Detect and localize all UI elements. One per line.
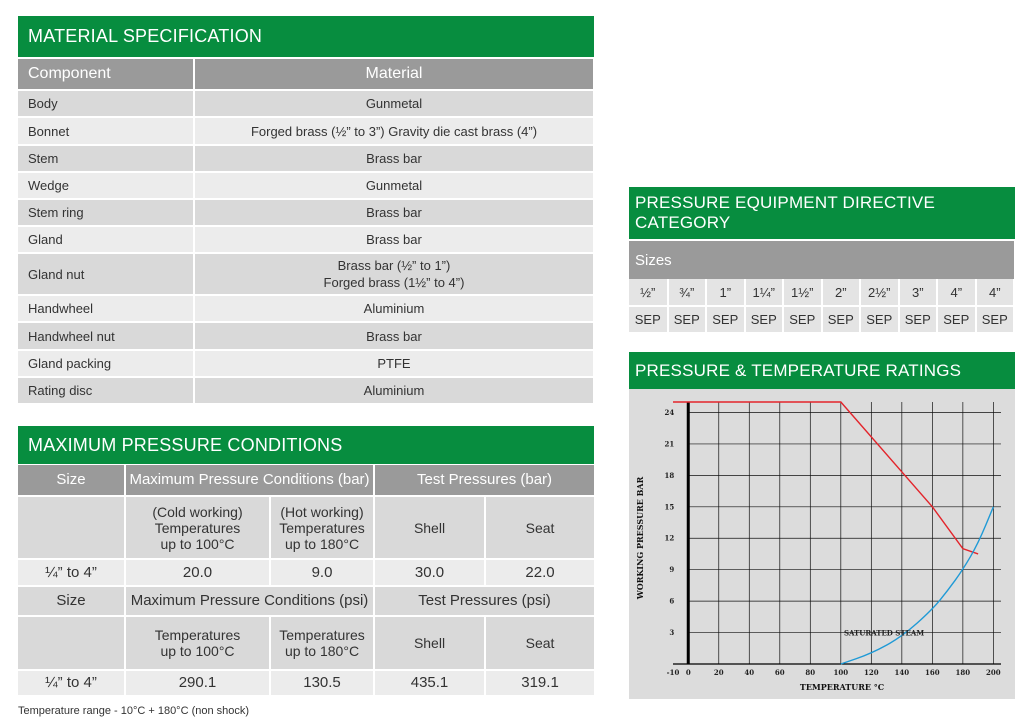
material-cell: Brass bar <box>194 226 594 253</box>
y-tick-label: 15 <box>664 502 675 512</box>
size-cell: ¾” <box>668 279 707 306</box>
table-row <box>629 279 1014 306</box>
table-row <box>18 172 594 199</box>
value-cell: 130.5 <box>270 670 374 696</box>
test-pressure-header: Test Pressures (bar) <box>374 465 595 496</box>
y-tick-label: 9 <box>669 565 675 575</box>
y-tick-label: 3 <box>669 628 675 638</box>
table-row <box>18 465 595 496</box>
table-row <box>18 322 594 350</box>
y-axis-label: WORKING PRESSURE BAR <box>635 476 645 600</box>
category-cell: SEP <box>706 306 745 333</box>
component-cell: Rating disc <box>18 377 194 404</box>
size-cell: ½” <box>629 279 668 306</box>
component-cell: Gland packing <box>18 350 194 377</box>
material-cell: Gunmetal <box>194 90 594 117</box>
size-cell: 2” <box>822 279 861 306</box>
y-tick-label: 24 <box>664 407 675 417</box>
y-tick-label: 21 <box>664 439 675 449</box>
material-cell: Aluminium <box>194 295 594 322</box>
category-cell: SEP <box>822 306 861 333</box>
x-tick-label: 200 <box>986 668 1001 677</box>
x-tick-label: 20 <box>713 668 724 677</box>
size-header: Size <box>18 465 125 496</box>
size-cell: 4” <box>976 279 1015 306</box>
x-tick-label: 180 <box>955 668 971 677</box>
table-row <box>18 226 594 253</box>
header-material: Material <box>194 59 594 90</box>
ratings-chart <box>629 389 1015 699</box>
seat-cell: Seat <box>485 496 595 559</box>
max-pressure-title: MAXIMUM PRESSURE CONDITIONS <box>18 426 594 464</box>
value-cell: 22.0 <box>485 559 595 586</box>
category-cell: SEP <box>937 306 976 333</box>
x-axis-label: TEMPERATURE °C <box>799 682 885 692</box>
value-cell: 30.0 <box>374 559 485 586</box>
size-cell: 1½” <box>783 279 822 306</box>
cold-working-cell: (Cold working) Temperatures up to 100°C <box>125 496 270 559</box>
category-cell: SEP <box>629 306 668 333</box>
hot-working-cell: (Hot working) Temperatures up to 180°C <box>270 496 374 559</box>
header-component: Component <box>18 59 194 90</box>
x-tick-label: 40 <box>744 668 755 677</box>
material-line: Forged brass (1½” to 4”) <box>323 275 465 290</box>
size-cell: ¼” to 4” <box>18 559 125 586</box>
table-row <box>18 295 594 322</box>
size-cell: 1” <box>706 279 745 306</box>
y-tick-label: 12 <box>664 533 675 543</box>
table-row <box>18 90 594 117</box>
max-pressure-header: Maximum Pressure Conditions (bar) <box>125 465 374 496</box>
value-cell: 319.1 <box>485 670 595 696</box>
shell-cell: Shell <box>374 616 485 670</box>
value-cell: 9.0 <box>270 559 374 586</box>
component-cell: Body <box>18 90 194 117</box>
component-cell: Handwheel nut <box>18 322 194 350</box>
table-row <box>18 350 594 377</box>
table-row <box>629 306 1014 333</box>
material-cell: Aluminium <box>194 377 594 404</box>
component-cell: Gland nut <box>18 253 194 295</box>
x-tick-label: 160 <box>925 668 940 677</box>
table-row <box>18 670 595 696</box>
x-tick-label: 80 <box>805 668 816 677</box>
table-row <box>18 616 595 670</box>
material-cell: Brass bar <box>194 322 594 350</box>
size-cell: 3” <box>899 279 938 306</box>
table-row <box>18 117 594 145</box>
size-header: Size <box>18 586 125 616</box>
test-pressure-header: Test Pressures (psi) <box>374 586 595 616</box>
x-tick-label: -10 <box>666 668 680 677</box>
y-tick-label: 6 <box>669 596 675 606</box>
table-row <box>18 586 595 616</box>
material-cell: PTFE <box>194 350 594 377</box>
table-row <box>18 559 595 586</box>
table-row <box>18 496 595 559</box>
component-cell: Stem <box>18 145 194 172</box>
material-cell: Brass bar <box>194 199 594 226</box>
category-cell: SEP <box>745 306 784 333</box>
ratings-title: PRESSURE & TEMPERATURE RATINGS <box>629 352 1015 389</box>
temp-cell: Temperatures up to 100°C <box>125 616 270 670</box>
category-cell: SEP <box>860 306 899 333</box>
size-cell: 2½” <box>860 279 899 306</box>
component-cell: Stem ring <box>18 199 194 226</box>
material-spec-title: MATERIAL SPECIFICATION <box>18 16 594 57</box>
component-cell: Wedge <box>18 172 194 199</box>
series-line-saturated-steam <box>841 507 994 664</box>
steam-annotation: SATURATED STEAM <box>843 628 925 638</box>
max-pressure-table <box>18 465 596 697</box>
x-tick-label: 100 <box>833 668 849 677</box>
value-cell: 290.1 <box>125 670 270 696</box>
ped-title: PRESSURE EQUIPMENT DIRECTIVE CATEGORY <box>629 187 1015 239</box>
table-row <box>18 253 594 295</box>
component-cell: Gland <box>18 226 194 253</box>
table-row <box>18 377 594 404</box>
size-cell: 4” <box>937 279 976 306</box>
component-cell: Bonnet <box>18 117 194 145</box>
category-cell: SEP <box>976 306 1015 333</box>
x-tick-label: 60 <box>774 668 785 677</box>
x-tick-label: 140 <box>894 668 910 677</box>
ratings-chart-svg <box>629 389 1015 699</box>
category-cell: SEP <box>899 306 938 333</box>
x-tick-label: 0 <box>685 668 691 677</box>
material-cell: Forged brass (½” to 3”) Gravity die cast brass (4”) <box>194 117 594 145</box>
table-row <box>18 145 594 172</box>
size-cell: ¼” to 4” <box>18 670 125 696</box>
temp-cell: Temperatures up to 180°C <box>270 616 374 670</box>
category-cell: SEP <box>668 306 707 333</box>
component-cell: Handwheel <box>18 295 194 322</box>
ped-sizes-label: Sizes <box>629 241 1014 279</box>
max-pressure-header: Maximum Pressure Conditions (psi) <box>125 586 374 616</box>
value-cell: 435.1 <box>374 670 485 696</box>
material-cell: Gunmetal <box>194 172 594 199</box>
x-tick-label: 120 <box>864 668 879 677</box>
temperature-range-note: Temperature range - 10°C + 180°C (non shock) <box>18 705 250 717</box>
value-cell: 20.0 <box>125 559 270 586</box>
category-cell: SEP <box>783 306 822 333</box>
material-spec-table <box>18 59 595 405</box>
shell-cell: Shell <box>374 496 485 559</box>
material-cell <box>194 253 594 295</box>
material-line: Brass bar (½” to 1”) <box>337 258 451 273</box>
size-cell: 1¼” <box>745 279 784 306</box>
material-cell: Brass bar <box>194 145 594 172</box>
table-row <box>18 199 594 226</box>
y-tick-label: 18 <box>664 470 675 480</box>
ped-table <box>629 279 1015 334</box>
seat-cell: Seat <box>485 616 595 670</box>
